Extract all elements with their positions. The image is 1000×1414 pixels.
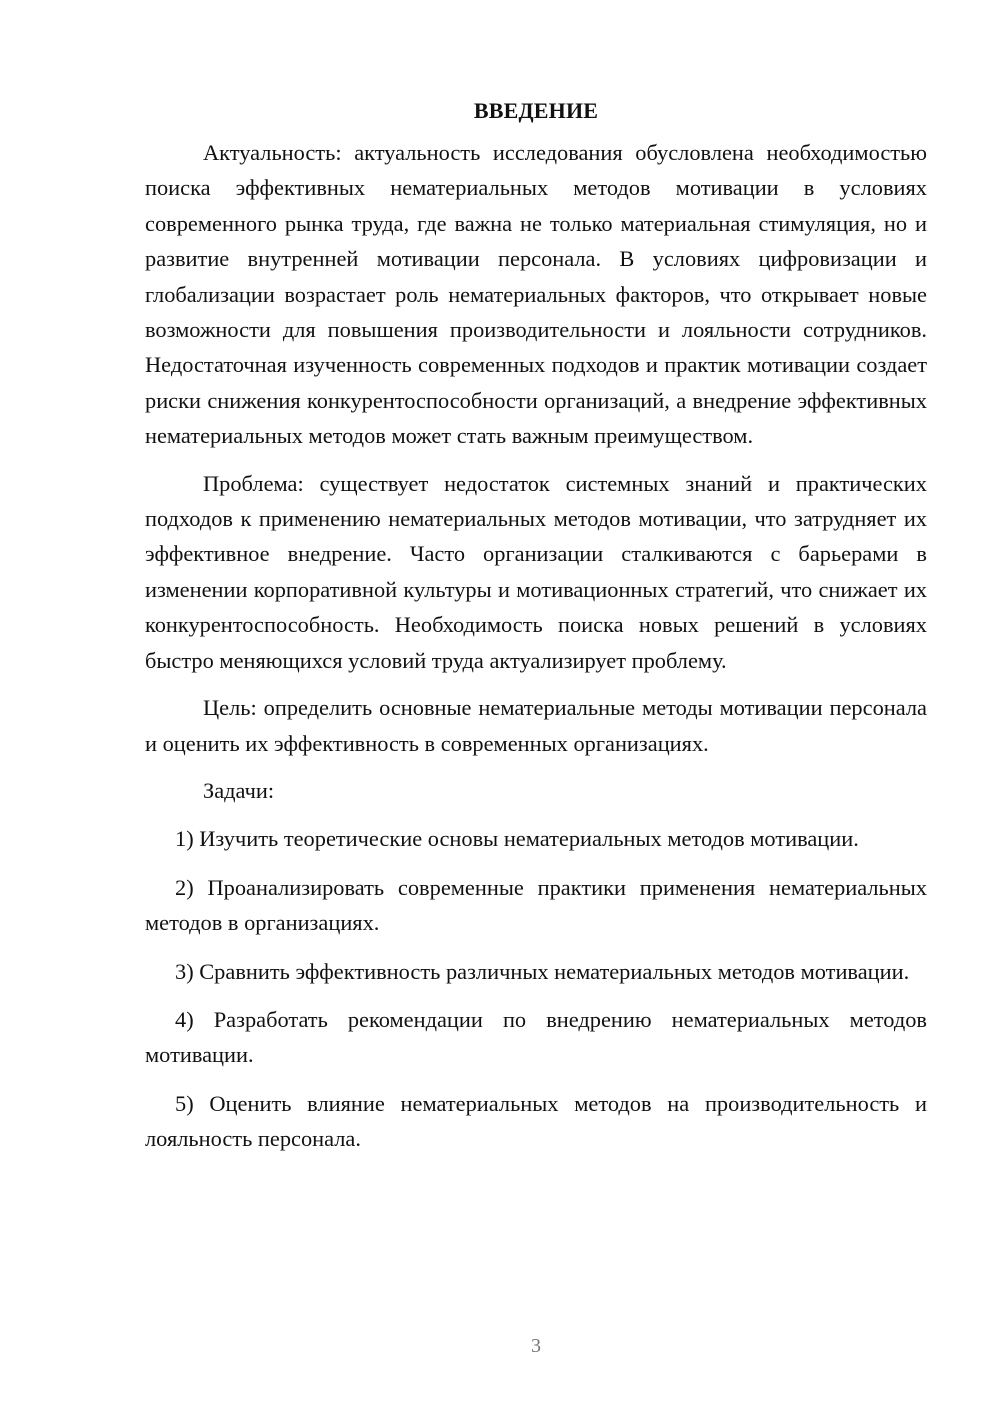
document-content (145, 96, 927, 1157)
page-number: 3 (531, 1335, 541, 1357)
goal-paragraph: Цель: определить основные нематериальные методы мотивации персонала и оценить их эффективность в современных организациях. (145, 695, 927, 756)
tasks-heading: Задачи: (203, 777, 275, 803)
task-item-2: 2) Проанализировать современные практики применения нематериальных методов в организациях. (145, 874, 927, 936)
task-item-3: 3) Сравнить эффективность различных нематериальных методов мотивации. (175, 958, 910, 984)
problem-paragraph: Проблема: существует недостаток системных знаний и практических подходов к применению нематериальных методов мотивации, что затрудняет их эффективное внедрение. Часто организации сталкиваются с барьерами в изменении корпоративной культуры и мотивационных стратегий, что снижает их конкурентоспособность. Необходимость поиска новых решений в условиях быстро меняющихся условий труда актуализирует проблему. (145, 470, 927, 673)
task-item-4: 4) Разработать рекомендации по внедрению нематериальных методов мотивации. (145, 1006, 927, 1068)
task-item-1: 1) Изучить теоретические основы нематериальных методов мотивации. (175, 826, 859, 852)
task-item-5: 5) Оценить влияние нематериальных методов на производительность и лояльность персонала. (145, 1090, 927, 1152)
relevance-paragraph: Актуальность: актуальность исследования обусловлена необходимостью поиска эффективных нематериальных методов мотивации в условиях современного рынка труда, где важна не только материальная стимуляция, но и развитие внутренней мотивации персонала. В условиях цифровизации и глобализации возрастает роль нематериальных факторов, что открывает новые возможности для повышения производительности и лояльности сотрудников. Недостаточная изученность современных подходов и практик мотивации создает риски снижения конкурентоспособности организаций, а внедрение эффективных нематериальных методов может стать важным преимуществом. (145, 140, 927, 449)
section-title: ВВЕДЕНИЕ (473, 98, 599, 123)
